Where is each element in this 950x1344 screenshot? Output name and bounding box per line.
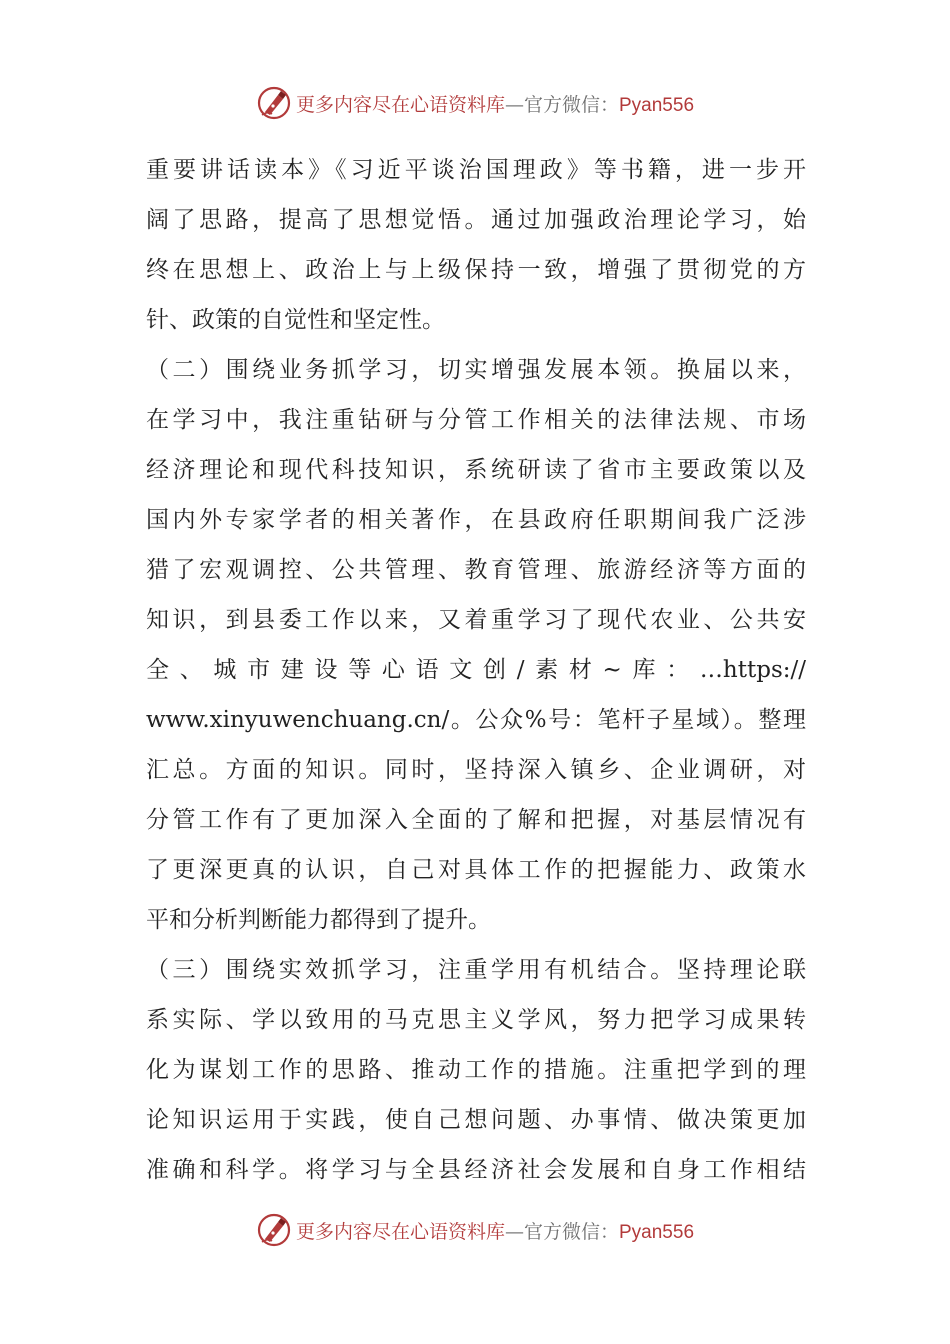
body-line: 在学习中，我注重钻研与分管工作相关的法律法规、市场 (146, 407, 806, 433)
body-line: （三）围绕实效抓学习，注重学用有机结合。坚持理论联 (146, 957, 806, 983)
footer-wechat-label: 官方微信： (523, 1220, 619, 1243)
header-wechat-id: Pyan556 (619, 94, 695, 116)
body-line: 阔了思路，提高了思想觉悟。通过加强政治理论学习，始 (146, 207, 806, 233)
body-line: （二）围绕业务抓学习，切实增强发展本领。换届以来， (146, 357, 806, 383)
body-line: 论知识运用于实践，使自己想问题、办事情、做决策更加 (146, 1107, 806, 1133)
header-separator: — (504, 93, 524, 116)
body-line: 经济理论和现代科技知识，系统研读了省市主要政策以及 (146, 457, 806, 483)
body-line: 猎了宏观调控、公共管理、教育管理、旅游经济等方面的 (146, 557, 806, 583)
header-banner (0, 83, 950, 123)
body-line: 汇总。方面的知识。同时，坚持深入镇乡、企业调研，对 (146, 757, 806, 783)
pen-nib-logo-icon (256, 1212, 292, 1248)
body-line: 化为谋划工作的思路、推动工作的措施。注重把学到的理 (146, 1057, 806, 1083)
footer-brand-text: 更多内容尽在心语资料库 (295, 1220, 505, 1243)
header-wechat-label: 官方微信： (523, 93, 619, 116)
footer-wechat-id: Pyan556 (619, 1221, 695, 1243)
header-banner-text (296, 90, 694, 117)
body-line: 国内外专家学者的相关著作，在县政府任职期间我广泛涉 (146, 507, 806, 533)
footer-banner (0, 1210, 950, 1250)
footer-banner-text (296, 1217, 694, 1244)
body-line: 准确和科学。将学习与全县经济社会发展和自身工作相结 (146, 1157, 806, 1183)
pen-nib-logo-icon (256, 85, 292, 121)
body-line: 全、城市建设等心语文创/素材~库：…https:// (146, 657, 806, 683)
body-line: 重要讲话读本》《习近平谈治国理政》等书籍，进一步开 (146, 157, 806, 183)
body-line: 平和分析判断能力都得到了提升。 (146, 907, 491, 933)
body-line: www.xinyuwenchuang.cn/。公众%号：笔杆子星域）。整理 (146, 707, 806, 733)
body-line: 系实际、学以致用的马克思主义学风，努力把学习成果转 (146, 1007, 806, 1033)
body-line: 知识，到县委工作以来，又着重学习了现代农业、公共安 (146, 607, 806, 633)
body-line: 分管工作有了更加深入全面的了解和把握，对基层情况有 (146, 807, 806, 833)
header-brand-text: 更多内容尽在心语资料库 (295, 93, 505, 116)
body-line: 终在思想上、政治上与上级保持一致，增强了贯彻党的方 (146, 257, 806, 283)
footer-separator: — (504, 1220, 524, 1243)
body-line: 针、政策的自觉性和坚定性。 (146, 307, 445, 333)
body-line: 了更深更真的认识，自己对具体工作的把握能力、政策水 (146, 857, 806, 883)
document-body (146, 145, 806, 1195)
